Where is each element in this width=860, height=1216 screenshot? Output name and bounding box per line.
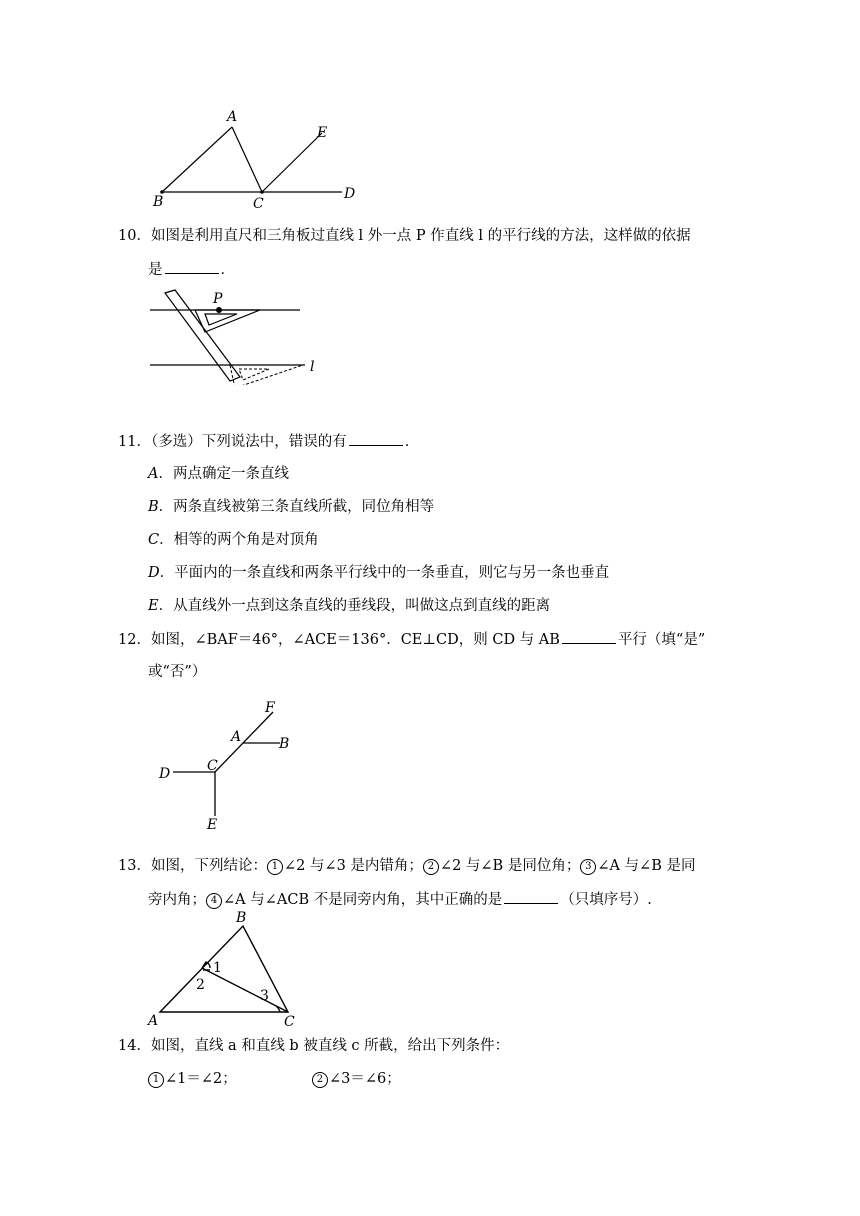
circled-number: 2 [312,1072,328,1088]
q13-line2 [148,889,652,910]
option-key: B [148,499,159,515]
q11-option-a [148,464,289,484]
label-B: B [153,194,164,210]
q11-stem [118,431,419,452]
q11-stem-text: 11．（多选）下列说法中，错误的有 [118,434,347,450]
option-text: ．从直线外一点到这条直线的垂线段，叫做这点到直线的距离 [158,598,551,614]
label-E: E [207,817,218,833]
q12-stem-suffix: 平行（填“是” [617,632,706,648]
answer-blank [504,889,558,904]
option-key: D [148,565,160,581]
q10-suffix: ． [220,262,235,278]
q12-line2: 或“否”） [148,664,207,680]
label-F: F [265,700,275,716]
option-text: ．两条直线被第三条直线所截，同位角相等 [158,499,435,515]
answer-blank [165,259,219,274]
q13-item-text: ∠2 与∠B 是同位角； [439,858,581,874]
option-text: ．两点确定一条直线 [158,466,289,482]
option-text: ．相等的两个角是对顶角 [159,532,319,548]
circled-number: 2 [423,859,439,875]
option-key: A [148,466,159,482]
q12-stem: 12．如图，∠BAF＝46°，∠ACE＝136°．CE⊥CD，则 CD 与 AB [118,632,560,648]
label-C: C [284,1014,295,1030]
circled-number: 4 [206,893,222,909]
angle-1-label: 1 [213,960,222,976]
q10-line1: 10．如图是利用直尺和三角板过直线 l 外一点 P 作直线 l 的平行线的方法，这样做的依据 [118,228,691,244]
label-l: l [310,359,315,375]
answer-blank [349,431,403,446]
q14-cond1: ∠1＝∠2； [165,1071,237,1087]
q11-option-b [148,497,434,517]
angle-2-label: 2 [196,977,205,993]
q11-stem-suffix: ． [404,434,420,450]
label-D: D [159,766,171,782]
label-E: E [317,125,328,141]
q10-prefix: 是 [148,262,163,278]
label-B: B [279,736,290,752]
label-P: P [213,291,223,307]
label-C: C [253,196,264,210]
circled-number: 3 [580,859,596,875]
angle-3-label: 3 [260,988,269,1004]
q11-option-e [148,596,550,616]
option-text: ．平面内的一条直线和两条平行线中的一条垂直，则它与另一条也垂直 [159,565,610,581]
q13-item-text: ∠2 与∠3 是内错角； [283,858,423,874]
q14-conditions [148,1069,401,1089]
q13-line1 [118,856,695,876]
answer-blank [562,629,616,644]
figure-q13 [140,910,310,1030]
q13-line2-prefix: 旁内角； [148,892,206,908]
label-A: A [227,109,238,125]
option-key: E [148,598,159,614]
q13-stem: 13．如图，下列结论： [118,858,267,874]
circled-number: 1 [267,859,283,875]
figure-q10 [145,285,335,385]
q13-item-text: ∠A 与∠ACB 不是同旁内角，其中正确的是 [223,892,503,908]
label-A: A [148,1013,159,1029]
label-D: D [344,186,356,202]
q11-option-d [148,563,609,583]
figure-q12 [155,698,300,833]
label-B: B [236,910,247,926]
q12-line1 [118,629,705,650]
q11-option-c [148,530,319,550]
q13-item-text: ∠A 与∠B 是同 [597,858,696,874]
q10-line2 [148,259,235,280]
q14-stem: 14．如图，直线 a 和直线 b 被直线 c 所截，给出下列条件： [118,1038,510,1054]
label-A: A [231,729,242,745]
label-C: C [207,758,218,774]
figure-q9 [145,105,375,210]
option-key: C [148,532,160,548]
q13-line2-suffix: （只填序号）. [560,892,652,908]
q14-cond2: ∠3＝∠6； [328,1071,401,1087]
circled-number: 1 [148,1072,164,1088]
